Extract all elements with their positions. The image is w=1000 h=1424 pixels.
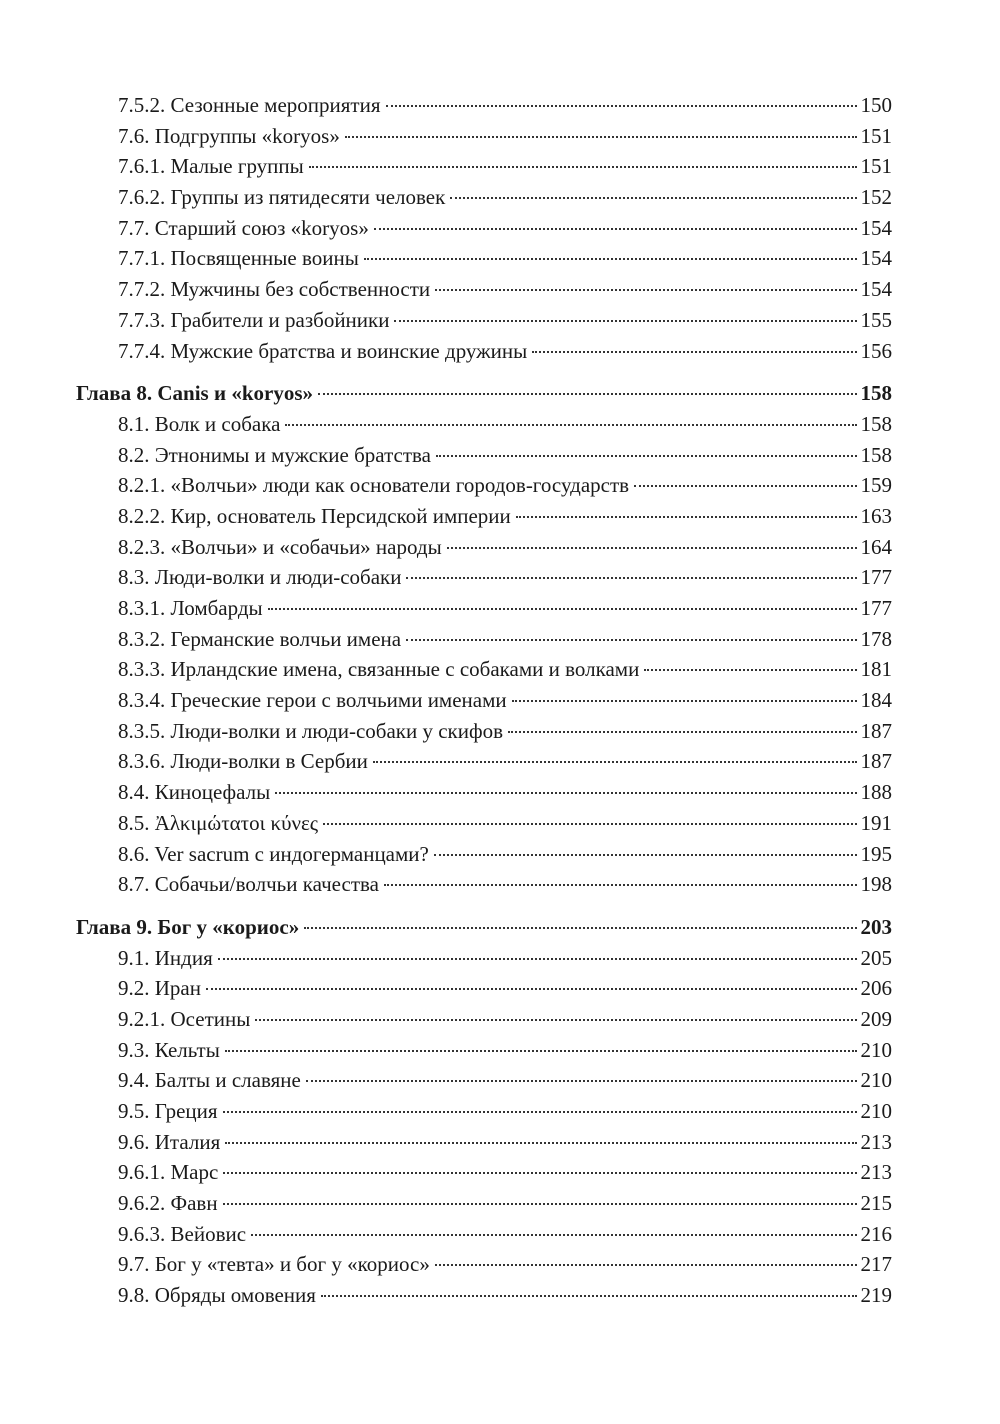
- dot-leader: [512, 700, 857, 702]
- toc-entry-title: 7.7.1. Посвященные воины: [118, 246, 359, 271]
- toc-entry-title: 9.1. Индия: [118, 945, 213, 970]
- toc-section-entry: [76, 869, 892, 900]
- toc-entry-title: 8.2.2. Кир, основатель Персидской империи: [118, 503, 511, 528]
- toc-section-entry: [76, 1219, 892, 1250]
- toc-entry-page-number: 219: [860, 1283, 892, 1308]
- toc-entry-page-number: 213: [860, 1160, 892, 1185]
- dot-leader: [206, 988, 857, 990]
- dot-leader: [516, 516, 857, 518]
- dot-leader: [255, 1019, 856, 1021]
- toc-entry-title: 9.6.3. Вейовис: [118, 1221, 247, 1246]
- toc-section-entry: [76, 624, 892, 655]
- toc-entry-page-number: 213: [860, 1129, 892, 1154]
- toc-entry-title: 7.6.1. Малые группы: [118, 154, 304, 179]
- toc-entry-title: 8.5. Ἀλκιμώτατοι κύνες: [118, 810, 319, 835]
- toc-entry-title: 9.6.2. Фавн: [118, 1191, 218, 1216]
- toc-entry-page-number: 177: [860, 596, 892, 620]
- toc-section-entry: [76, 973, 892, 1004]
- toc-section-entry: [76, 121, 892, 152]
- toc-entry-page-number: 158: [860, 381, 892, 406]
- toc-section-entry: [76, 440, 892, 471]
- dot-leader: [223, 1203, 857, 1205]
- toc-section-entry: [76, 243, 892, 274]
- toc-section-entry: [76, 336, 892, 367]
- toc-entry-page-number: 205: [860, 945, 892, 970]
- dot-leader: [318, 393, 857, 395]
- toc-chapter-entry: [76, 378, 892, 409]
- toc-entry-title: 7.7.3. Грабители и разбойники: [118, 307, 390, 332]
- toc-entry-title: 8.3.5. Люди-волки и люди-собаки у скифов: [118, 718, 504, 743]
- toc-section-entry: [76, 1065, 892, 1096]
- toc-section-entry: [76, 562, 892, 593]
- toc-entry-title: 7.5.2. Сезонные мероприятия: [118, 93, 381, 117]
- toc-entry-page-number: 164: [860, 534, 892, 559]
- toc-entry-page-number: 187: [860, 749, 892, 774]
- dot-leader: [434, 854, 857, 856]
- toc-entry-title: 9.5. Греция: [118, 1099, 218, 1123]
- toc-section-entry: [76, 1249, 892, 1280]
- dot-leader: [435, 289, 856, 291]
- toc-entry-page-number: 159: [860, 473, 892, 498]
- toc-entry-title: 9.8. Обряды омовения: [118, 1283, 316, 1308]
- toc-entry-title: 8.1. Волк и собака: [118, 411, 281, 436]
- toc-entry-title: 8.3.1. Ломбарды: [118, 596, 263, 620]
- dot-leader: [386, 105, 857, 107]
- toc-entry-page-number: 206: [860, 976, 892, 1001]
- toc-section-entry: [76, 685, 892, 716]
- dot-leader: [374, 228, 857, 230]
- toc-section-entry: [76, 1157, 892, 1188]
- dot-leader: [309, 166, 857, 168]
- toc-entry-title: 7.6. Подгруппы «koryos»: [118, 123, 340, 148]
- toc-entry-title: 8.3.3. Ирландские имена, связанные с собаками и волками: [118, 657, 640, 682]
- toc-section-entry: [76, 470, 892, 501]
- toc-section-entry: [76, 182, 892, 213]
- toc-entry-page-number: 151: [860, 123, 892, 148]
- dot-leader: [225, 1050, 857, 1052]
- toc-entry-title: 8.3.2. Германские волчьи имена: [118, 626, 402, 651]
- toc-entry-title: Глава 9. Бог у «кориос»: [76, 914, 300, 939]
- toc-section-entry: [76, 839, 892, 870]
- toc-entry-page-number: 215: [860, 1191, 892, 1216]
- toc-entry-title: 7.7. Старший союз «koryos»: [118, 215, 369, 240]
- toc-entry-title: 9.2.1. Осетины: [118, 1006, 251, 1031]
- toc-section-entry: [76, 1188, 892, 1219]
- toc-entry-page-number: 151: [860, 154, 892, 179]
- dot-leader: [225, 1142, 856, 1144]
- dot-leader: [373, 761, 857, 763]
- toc-entry-title: 8.2.3. «Волчьи» и «собачьи» народы: [118, 534, 442, 559]
- toc-entry-page-number: 217: [860, 1252, 892, 1277]
- toc-entry-page-number: 155: [860, 307, 892, 332]
- toc-entry-page-number: 158: [860, 442, 892, 467]
- toc-entry-title: 8.4. Киноцефалы: [118, 780, 271, 805]
- dot-leader: [394, 320, 856, 322]
- toc-section-entry: [76, 151, 892, 182]
- toc-entry-title: 8.3.6. Люди-волки в Сербии: [118, 749, 368, 774]
- toc-entry-page-number: 154: [860, 277, 892, 302]
- dot-leader: [323, 823, 856, 825]
- toc-entry-page-number: 191: [860, 810, 892, 835]
- toc-entry-page-number: 156: [860, 338, 892, 363]
- toc-entry-page-number: 188: [860, 780, 892, 805]
- dot-leader: [406, 577, 856, 579]
- toc-entry-page-number: 178: [860, 626, 892, 651]
- dot-leader: [223, 1172, 856, 1174]
- toc-entry-title: 9.7. Бог у «тевта» и бог у «кориос»: [118, 1252, 430, 1277]
- toc-section-entry: [76, 808, 892, 839]
- dot-leader: [532, 351, 856, 353]
- toc-section-entry: [76, 305, 892, 336]
- toc-section-entry: [76, 746, 892, 777]
- toc-entry-title: 8.7. Собачьи/волчьи качества: [118, 872, 379, 897]
- toc-entry-page-number: 163: [860, 503, 892, 528]
- toc-entry-page-number: 181: [860, 657, 892, 682]
- toc-entry-page-number: 216: [860, 1221, 892, 1246]
- toc-entry-title: 8.3. Люди-волки и люди-собаки: [118, 565, 402, 590]
- toc-entry-page-number: 154: [860, 246, 892, 271]
- dot-leader: [285, 424, 856, 426]
- toc-entry-title: 8.6. Ver sacrum с индогерманцами?: [118, 841, 429, 866]
- toc-entry-page-number: 158: [860, 411, 892, 436]
- toc-entry-title: 7.6.2. Группы из пятидесяти человек: [118, 185, 446, 210]
- dot-leader: [450, 197, 856, 199]
- toc-entry-page-number: 198: [860, 872, 892, 897]
- dot-leader: [268, 608, 857, 610]
- dot-leader: [508, 731, 856, 733]
- toc-entry-page-number: 209: [860, 1006, 892, 1031]
- toc-entry-page-number: 187: [860, 718, 892, 743]
- toc-chapter-entry: [76, 912, 892, 943]
- toc-entry-page-number: 210: [860, 1099, 892, 1123]
- toc-entry-title: 9.6.1. Марс: [118, 1160, 219, 1185]
- dot-leader: [223, 1111, 857, 1113]
- toc-section-entry: [76, 274, 892, 305]
- toc-section-entry: [76, 532, 892, 563]
- toc-entry-title: 9.2. Иран: [118, 976, 201, 1001]
- toc-section-entry: [76, 409, 892, 440]
- toc-section-entry: [76, 213, 892, 244]
- dot-leader: [275, 792, 856, 794]
- toc-entry-title: 7.7.2. Мужчины без собственности: [118, 277, 431, 302]
- toc-entry-title: 7.7.4. Мужские братства и воинские дружины: [118, 338, 528, 363]
- toc-entry-page-number: 195: [860, 841, 892, 866]
- dot-leader: [306, 1080, 857, 1082]
- toc-section-entry: [76, 1096, 892, 1127]
- toc-section-entry: [76, 90, 892, 121]
- toc-entry-page-number: 150: [860, 93, 892, 117]
- toc-entry-title: 8.3.4. Греческие герои с волчьими именами: [118, 688, 507, 713]
- dot-leader: [321, 1295, 857, 1297]
- dot-leader: [644, 669, 856, 671]
- toc-entry-title: Глава 8. Canis и «koryos»: [76, 381, 313, 406]
- toc-section-entry: [76, 1280, 892, 1311]
- toc-section-entry: [76, 593, 892, 624]
- table-of-contents: [76, 90, 892, 1311]
- toc-entry-title: 8.2. Этнонимы и мужские братства: [118, 442, 431, 467]
- dot-leader: [436, 455, 857, 457]
- toc-section-entry: [76, 1127, 892, 1158]
- toc-entry-page-number: 184: [860, 688, 892, 713]
- toc-entry-page-number: 210: [860, 1037, 892, 1062]
- toc-section-entry: [76, 716, 892, 747]
- dot-leader: [364, 258, 857, 260]
- dot-leader: [251, 1234, 856, 1236]
- dot-leader: [304, 927, 856, 929]
- toc-section-entry: [76, 1035, 892, 1066]
- dot-leader: [384, 884, 857, 886]
- dot-leader: [634, 485, 856, 487]
- toc-section-entry: [76, 654, 892, 685]
- toc-entry-title: 9.6. Италия: [118, 1129, 221, 1154]
- toc-entry-title: 9.4. Балты и славяне: [118, 1068, 301, 1093]
- toc-entry-page-number: 203: [860, 914, 892, 939]
- toc-section-entry: [76, 1004, 892, 1035]
- toc-entry-page-number: 210: [860, 1068, 892, 1093]
- dot-leader: [345, 136, 857, 138]
- toc-entry-page-number: 177: [860, 565, 892, 590]
- toc-section-entry: [76, 943, 892, 974]
- toc-section-entry: [76, 777, 892, 808]
- toc-entry-page-number: 154: [860, 215, 892, 240]
- dot-leader: [406, 639, 856, 641]
- toc-entry-title: 8.2.1. «Волчьи» люди как основатели городов-государств: [118, 473, 630, 498]
- toc-entry-page-number: 152: [860, 185, 892, 210]
- dot-leader: [447, 547, 857, 549]
- toc-section-entry: [76, 501, 892, 532]
- dot-leader: [218, 958, 857, 960]
- toc-entry-title: 9.3. Кельты: [118, 1037, 220, 1062]
- dot-leader: [435, 1264, 857, 1266]
